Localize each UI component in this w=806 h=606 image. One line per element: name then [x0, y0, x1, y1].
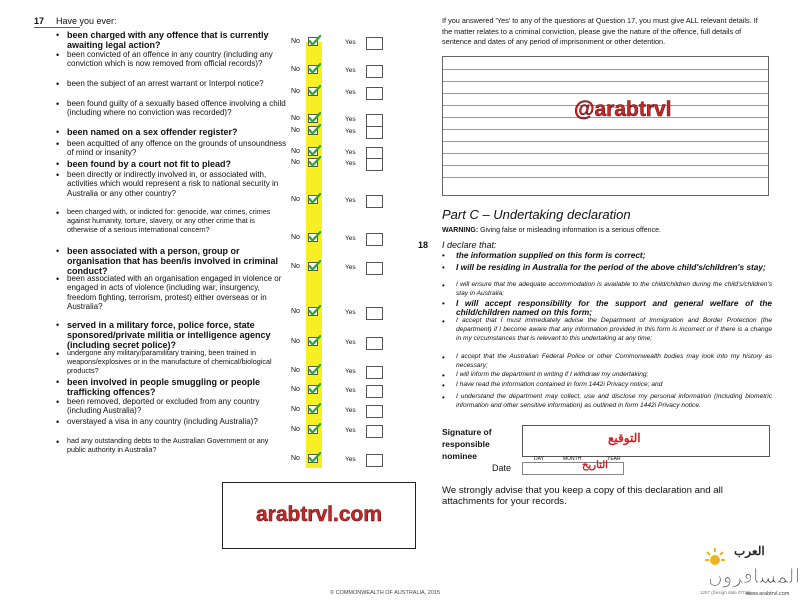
question-text: been involved in people smuggling or people trafficking offences? [67, 377, 261, 397]
yes-label: Yes [345, 309, 356, 316]
yes-checkbox[interactable] [366, 337, 383, 350]
question-text: been convicted of an offence in any country (including any conviction which is now removed from official records)? [67, 50, 273, 69]
yes-label: Yes [345, 235, 356, 242]
question-17-underline [34, 27, 80, 28]
copyright-footer: © COMMONWEALTH OF AUSTRALIA, 2015 [330, 590, 440, 596]
no-label: No [291, 66, 300, 73]
bullet: • [442, 263, 445, 272]
logo-text-line1: العرب [734, 544, 765, 558]
yes-label: Yes [345, 264, 356, 271]
yes-checkbox[interactable] [366, 405, 383, 418]
bullet: • [56, 79, 60, 89]
yes-label: Yes [345, 368, 356, 375]
bullet: • [442, 381, 445, 390]
no-label: No [291, 263, 300, 270]
question-17-number: 17 [34, 16, 45, 26]
checkmark-icon[interactable] [308, 63, 321, 74]
line [443, 129, 768, 130]
question-text: been found by a court not fit to plead? [67, 159, 231, 169]
site-logo [702, 544, 802, 604]
no-label: No [291, 196, 300, 203]
no-label: No [291, 38, 300, 45]
bullet: • [56, 417, 60, 427]
no-label: No [291, 234, 300, 241]
details-instructions: If you answered 'Yes' to any of the questions at Question 17, you must give ALL relevant details. If the matter relates to a criminal conviction, please give the nature of the offence, full details of sentence and dates of any period of imprisonment or other detention. [442, 16, 758, 46]
no-label: No [291, 406, 300, 413]
no-label: No [291, 308, 300, 315]
yes-checkbox[interactable] [366, 158, 383, 171]
logo-text-line2: المسافرون [708, 566, 801, 588]
checkmark-icon[interactable] [308, 383, 321, 394]
bullet: • [442, 251, 445, 260]
checkmark-icon[interactable] [308, 260, 321, 271]
no-label: No [291, 367, 300, 374]
no-label: No [291, 386, 300, 393]
question-text: overstayed a visa in any country (including Australia)? [67, 417, 258, 426]
warning-label: WARNING: [442, 227, 479, 234]
copy-advice: We strongly advise that you keep a copy of this declaration and all attachments for your records. [442, 485, 723, 507]
no-label: No [291, 338, 300, 345]
bullet: • [56, 170, 60, 180]
date-arabic-note: التاريخ [582, 460, 608, 471]
question-18-heading: I declare that: [442, 240, 497, 250]
question-text: been removed, deported or excluded from any country (including Australia)? [67, 397, 260, 416]
details-lined-box[interactable] [442, 56, 769, 196]
watermark-handle: @arabtrvl [574, 98, 672, 121]
declaration-text: I will accept responsibility for the support and general welfare of the child/children named on this form; [456, 298, 772, 318]
yes-checkbox[interactable] [366, 233, 383, 246]
date-year-caption: YEAR [607, 456, 621, 462]
question-text: been charged with any offence that is currently awaiting legal action? [67, 30, 269, 50]
checkmark-icon[interactable] [308, 364, 321, 375]
date-day-caption: DAY [534, 456, 544, 462]
declaration-text: I will be residing in Australia for the period of the above child's/children's stay; [456, 262, 766, 272]
question-text: been acquitted of any offence on the grounds of unsoundness of mind or insanity? [67, 139, 287, 158]
bullet: • [56, 437, 60, 447]
bullet: • [442, 281, 445, 290]
line [443, 153, 768, 154]
yes-checkbox[interactable] [366, 385, 383, 398]
line [443, 165, 768, 166]
line [443, 81, 768, 82]
checkmark-icon[interactable] [308, 403, 321, 414]
declaration-text: I will inform the department in writing if I withdraw my undertaking; [456, 371, 649, 378]
checkmark-icon[interactable] [308, 124, 321, 135]
bullet: • [56, 159, 60, 169]
bullet: • [442, 353, 445, 362]
checkmark-icon[interactable] [308, 145, 321, 156]
date-label: Date [492, 463, 512, 473]
yes-checkbox[interactable] [366, 454, 383, 467]
yes-checkbox[interactable] [366, 195, 383, 208]
yes-label: Yes [345, 67, 356, 74]
declaration-text: I have read the information contained in form 1442i Privacy notice; and [456, 381, 663, 388]
bullet: • [56, 127, 60, 137]
yes-checkbox[interactable] [366, 425, 383, 438]
checkmark-icon[interactable] [308, 85, 321, 96]
checkmark-icon[interactable] [308, 305, 321, 316]
bullet: • [442, 393, 445, 402]
checkmark-icon[interactable] [308, 231, 321, 242]
checkmark-icon[interactable] [308, 156, 321, 167]
checkmark-icon[interactable] [308, 112, 321, 123]
warning-line [442, 227, 772, 234]
no-label: No [291, 115, 300, 122]
yes-label: Yes [345, 128, 356, 135]
yes-checkbox[interactable] [366, 65, 383, 78]
bullet: • [56, 397, 60, 407]
bullet: • [56, 377, 60, 387]
question-text: been charged with, or indicted for: genocide, war crimes, crimes against humanity, torture, slavery, or any other crime that is otherwise of a serious international concern? [67, 207, 271, 234]
date-field[interactable] [522, 462, 624, 475]
line [443, 177, 768, 178]
question-text: been the subject of an arrest warrant or Interpol notice? [67, 79, 264, 88]
no-label: No [291, 426, 300, 433]
yes-checkbox[interactable] [366, 366, 383, 379]
line [443, 141, 768, 142]
checkmark-icon[interactable] [308, 335, 321, 346]
bullet: • [56, 274, 60, 284]
yes-label: Yes [345, 387, 356, 394]
yes-label: Yes [345, 427, 356, 434]
yes-checkbox[interactable] [366, 262, 383, 275]
line [443, 69, 768, 70]
checkmark-icon[interactable] [308, 452, 321, 463]
bullet: • [442, 371, 445, 380]
logo-url: www.arabtrvl.com [746, 591, 790, 597]
question-17-heading: Have you ever: [56, 16, 117, 26]
yes-checkbox[interactable] [366, 87, 383, 100]
yes-checkbox[interactable] [366, 307, 383, 320]
checkmark-icon[interactable] [308, 35, 321, 46]
date-month-caption: MONTH [563, 456, 582, 462]
bullet: • [56, 246, 60, 256]
bullet: • [56, 50, 60, 60]
signature-label: Signature of responsible nominee [442, 427, 492, 461]
yes-label: Yes [345, 339, 356, 346]
no-label: No [291, 127, 300, 134]
question-text: been directly or indirectly involved in, or associated with, activities which would represent a risk to national security in Australia or any other country? [67, 170, 279, 198]
question-text: been named on a sex offender register? [67, 127, 238, 137]
no-label: No [291, 159, 300, 166]
no-label: No [291, 88, 300, 95]
question-18-number: 18 [418, 240, 429, 250]
yes-label: Yes [345, 116, 356, 123]
checkmark-icon[interactable] [308, 193, 321, 204]
question-text: been found guilty of a sexually based offence involving a child (including where no conviction was recorded)? [67, 99, 286, 118]
question-text: been associated with an organisation engaged in violence or engaged in acts of violence (including war, insurgency, freedom fighting, terrorism, protest) either overseas or in Australia? [67, 274, 282, 312]
annotation-box-text: arabtrvl.com [255, 503, 383, 526]
yes-label: Yes [345, 39, 356, 46]
question-text: had any outstanding debts to the Australian Government or any public authority in Australia? [67, 436, 269, 454]
yes-label: Yes [345, 149, 356, 156]
signature-field[interactable] [522, 425, 770, 457]
bullet: • [56, 349, 60, 359]
part-c-title: Part C – Undertaking declaration [442, 207, 631, 222]
declaration-text: I accept that I must immediately advise the Department of Immigration and Border Protection (the department) if I become aware that any information provided in this form is incorrect or if there is a change in my circumstances that is relevant to this undertaking at any time; [456, 317, 772, 342]
question-text: served in a military force, police force, state sponsored/private militia or intelligence agency (including secret police)? [67, 320, 271, 350]
bullet: • [56, 30, 60, 40]
declaration-text: I understand the department may collect, use and disclose my personal information (including biometric information and other sensitive information) as outlined in form 1442i Privacy notice. [456, 393, 772, 409]
yes-checkbox[interactable] [366, 126, 383, 139]
declaration-text: I accept that the Australian Federal Police or other Commonwealth bodies may look into my history as necessary; [456, 353, 772, 369]
yes-label: Yes [345, 407, 356, 414]
bullet: • [56, 320, 60, 330]
declaration-text: the information supplied on this form is correct; [456, 250, 646, 260]
warning-text: Giving false or misleading information is a serious offence. [478, 227, 661, 234]
yes-checkbox[interactable] [366, 37, 383, 50]
yes-label: Yes [345, 197, 356, 204]
line [443, 93, 768, 94]
annotation-box [222, 482, 416, 549]
bullet: • [56, 139, 60, 149]
signature-arabic-note: التوقيع [608, 431, 641, 445]
checkmark-icon[interactable] [308, 423, 321, 434]
yes-label: Yes [345, 160, 356, 167]
bullet: • [56, 208, 60, 218]
bullet: • [442, 317, 445, 326]
no-label: No [291, 455, 300, 462]
bullet: • [56, 99, 60, 109]
form-code-footer: 1257 (Design date 07/15) [700, 590, 751, 595]
no-label: No [291, 148, 300, 155]
declaration-text: I will ensure that the adequate accommodation is available to the child/children during the child's/children's stay in Australia; [456, 281, 772, 297]
question-text: undergone any military/paramilitary training, been trained in weapons/explosives or in the manufacture of chemical/biological products? [67, 348, 272, 375]
question-text: been associated with a person, group or organisation that has been/is involved in criminal conduct? [67, 246, 279, 276]
bullet: • [442, 299, 445, 308]
yes-label: Yes [345, 456, 356, 463]
yes-label: Yes [345, 89, 356, 96]
